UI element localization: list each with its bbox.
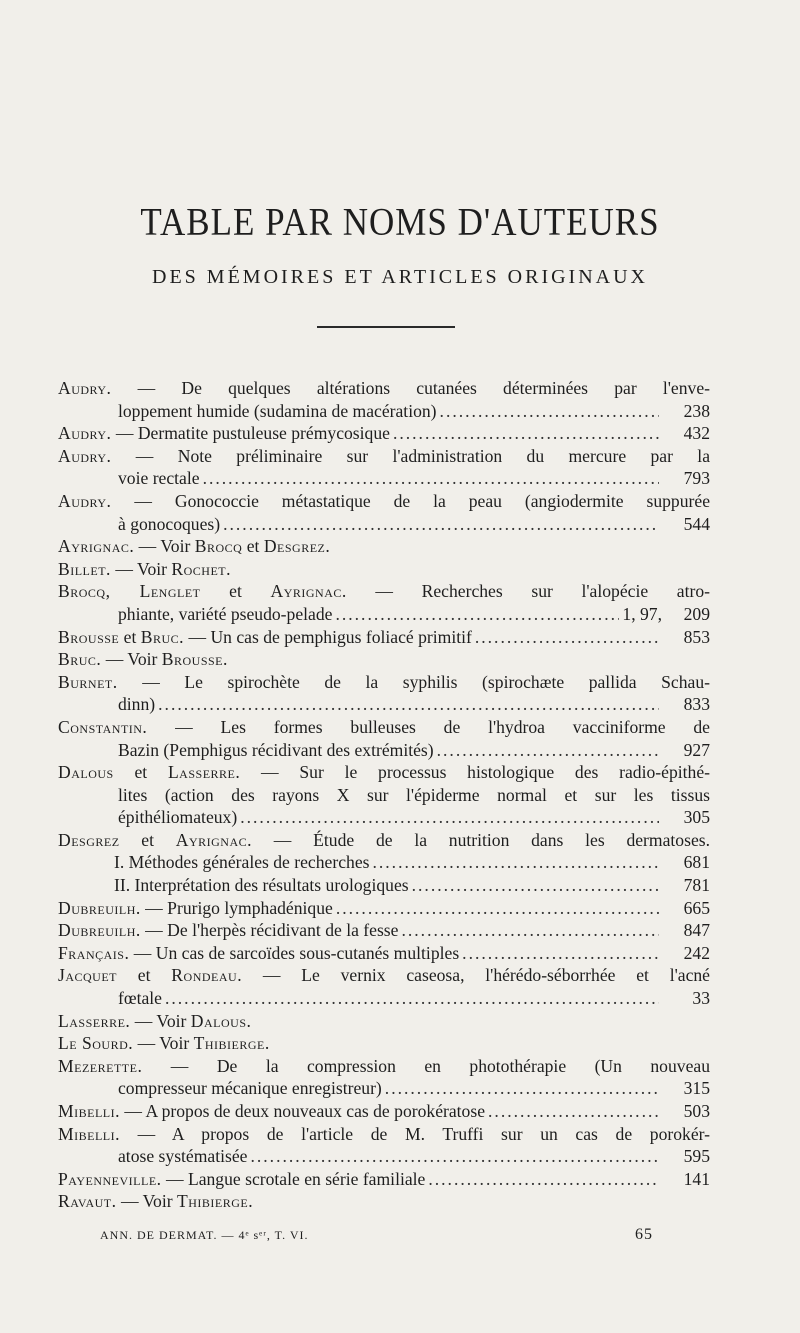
entry-title: — Le vernix caseosa, l'hérédo-séborrhée et l'acné bbox=[242, 965, 710, 986]
running-footer: ANN. DE DERMAT. — 4ᵉ sᵉʳ, T. VI. bbox=[100, 1228, 309, 1242]
page-number: 315 bbox=[683, 1078, 710, 1099]
page-number: 209 bbox=[683, 603, 710, 624]
index-entry bbox=[58, 942, 710, 965]
index-entry: Brousse et Bruc. — Un cas de pemphigus foliacé primitif ..... 853 bbox=[58, 626, 710, 649]
page-number: 927 bbox=[683, 739, 710, 760]
page-number: 544 bbox=[683, 513, 710, 534]
author-name: Brocq, Lenglet bbox=[58, 581, 201, 602]
index-entry bbox=[58, 1100, 710, 1123]
page-number: 793 bbox=[683, 468, 710, 489]
author-name: Mezerette. bbox=[58, 1055, 143, 1076]
entry-title: atose systématisée bbox=[118, 1146, 248, 1167]
author-name: Audry. bbox=[58, 423, 112, 444]
author-name: Bruc. bbox=[140, 626, 185, 647]
entry-title: — Langue scrotale en série familiale bbox=[161, 1168, 426, 1189]
cross-reference: Brocq bbox=[194, 536, 243, 557]
index-subentry bbox=[58, 851, 710, 874]
entry-title: — Étude de la nutrition dans les dermatoses. bbox=[252, 829, 710, 850]
index-entry: Dalous et Lasserre. — Sur le processus histologique des radio-épithé- bbox=[58, 762, 710, 783]
author-name: Audry. bbox=[58, 490, 112, 511]
page-number: 242 bbox=[683, 942, 710, 963]
page-number: 238 bbox=[683, 400, 710, 421]
page-number: 665 bbox=[683, 897, 710, 918]
entry-title: — Un cas de pemphigus foliacé primitif bbox=[184, 626, 472, 647]
entry-title: à gonocoques) bbox=[118, 513, 221, 534]
entry-title: — Gonococcie métastatique de la peau (angiodermite suppurée bbox=[111, 490, 710, 511]
index-entry: Bruc. — Voir Brousse. bbox=[58, 649, 228, 670]
index-entry bbox=[58, 919, 710, 942]
page-number: 33 bbox=[692, 988, 710, 1009]
index-entry: Jacquet et Rondeau. — Le vernix caseosa, l'hérédo-séborrhée et l'acné bbox=[58, 965, 710, 986]
author-name: Ayrignac. bbox=[175, 829, 253, 850]
entry-title: dinn) bbox=[118, 694, 156, 715]
author-name: Burnet. bbox=[58, 671, 118, 692]
author-name: Lasserre. bbox=[58, 1010, 131, 1031]
author-name: Ravaut. bbox=[58, 1191, 117, 1212]
entry-title: — A propos de deux nouveaux cas de porokératose bbox=[120, 1101, 486, 1121]
index-entry-cont bbox=[58, 603, 710, 626]
index-entry: Ravaut. — Voir Thibierge. bbox=[58, 1191, 254, 1212]
entry-title: — Prurigo lymphadénique bbox=[140, 897, 333, 918]
cross-reference: Brousse. bbox=[161, 649, 228, 670]
entry-title: — De la compression en photothérapie (Un nouveau bbox=[142, 1055, 710, 1076]
index-entry-cont bbox=[58, 1145, 710, 1168]
entry-title: — Dermatite pustuleuse prémycosique bbox=[111, 423, 390, 444]
entry-title: — Note préliminaire sur l'administration du mercure par la bbox=[111, 445, 710, 466]
author-name: Le Sourd. bbox=[58, 1033, 134, 1054]
author-name: Audry. bbox=[58, 445, 112, 466]
entry-title: — Un cas de sarcoïdes sous-cutanés multiples bbox=[129, 942, 460, 963]
index-entry-cont bbox=[58, 400, 710, 423]
author-name: Billet. bbox=[58, 558, 111, 579]
index-entry bbox=[58, 490, 710, 513]
index-entry-cont bbox=[58, 513, 710, 536]
author-name: Ayrignac. bbox=[58, 536, 135, 557]
page-number: 432 bbox=[683, 423, 710, 444]
entry-title: — Le spirochète de la syphilis (spirochæte pallida Schau- bbox=[117, 671, 710, 692]
page-subtitle: DES MÉMOIRES ET ARTICLES ORIGINAUX bbox=[152, 266, 648, 288]
page-title: TABLE PAR NOMS D'AUTEURS bbox=[140, 199, 660, 244]
index-entry bbox=[58, 1055, 710, 1078]
index-entry bbox=[58, 377, 710, 400]
entry-title: compresseur mécanique enregistreur) bbox=[118, 1078, 382, 1099]
entry-title: Bazin (Pemphigus récidivant des extrémités) bbox=[118, 739, 434, 760]
page-number: 853 bbox=[683, 626, 710, 647]
author-name: Bruc. bbox=[58, 649, 102, 670]
page-number: 305 bbox=[683, 807, 710, 828]
entry-title: — Recherches sur l'alopécie atro- bbox=[346, 581, 710, 602]
author-name: Payenneville. bbox=[58, 1168, 162, 1189]
author-name: Français. bbox=[58, 942, 130, 963]
index-entry bbox=[58, 422, 710, 445]
page-number: 847 bbox=[683, 920, 710, 941]
entry-title: — Sur le processus histologique des radio-épithé- bbox=[240, 762, 710, 783]
index-entry-cont bbox=[58, 987, 710, 1010]
index-entry-cont bbox=[58, 693, 710, 716]
entry-title: fœtale bbox=[118, 988, 162, 1009]
entry-title: — Les formes bulleuses de l'hydroa vacciniforme de bbox=[147, 716, 710, 737]
index-entry: Lasserre. — Voir Dalous. bbox=[58, 1010, 252, 1031]
entry-title: — A propos de l'article de M. Truffi sur un cas de porokér- bbox=[120, 1123, 710, 1144]
author-name: Dalous bbox=[58, 762, 114, 783]
index-entry bbox=[58, 671, 710, 694]
page-number: 781 bbox=[683, 875, 710, 896]
index-entry bbox=[58, 897, 710, 920]
index-entry bbox=[58, 1168, 710, 1191]
author-name: Mibelli. bbox=[58, 1101, 121, 1121]
index-entry bbox=[58, 1123, 710, 1146]
index-entry: Le Sourd. — Voir Thibierge. bbox=[58, 1033, 270, 1054]
page-number: 503 bbox=[683, 1101, 710, 1121]
page-number: 833 bbox=[683, 694, 710, 715]
entry-title: loppement humide (sudamina de macération) bbox=[118, 400, 437, 421]
index-entry: Ayrignac. — Voir Brocq et Desgrez. bbox=[58, 536, 331, 557]
page-number: 141 bbox=[683, 1168, 710, 1189]
index-entry-cont bbox=[58, 1077, 710, 1100]
entry-title: II. Interprétation des résultats urologiques bbox=[114, 875, 409, 896]
entry-title: I. Méthodes générales de recherches bbox=[114, 852, 370, 873]
index-entry: Desgrez et Ayrignac. — Étude de la nutrition dans les dermatoses. bbox=[58, 829, 710, 850]
author-name: Rondeau. bbox=[171, 965, 243, 986]
cross-reference: Desgrez. bbox=[263, 536, 331, 557]
entry-title: phiante, variété pseudo-pelade bbox=[118, 603, 333, 624]
index-entry: Brocq, Lenglet et Ayrignac. — Recherches sur l'alopécie atro- bbox=[58, 581, 710, 602]
entry-title: épithéliomateux) bbox=[118, 807, 238, 828]
entry-title: voie rectale bbox=[118, 468, 200, 489]
index-entry-cont bbox=[58, 806, 710, 829]
cross-reference: Thibierge. bbox=[177, 1191, 254, 1212]
signature-mark: 65 bbox=[635, 1226, 653, 1243]
author-name: Brousse bbox=[58, 626, 120, 647]
index-subentry bbox=[58, 874, 710, 897]
title-rule bbox=[317, 326, 455, 328]
page-number: 681 bbox=[683, 852, 710, 873]
index-entry-cont bbox=[58, 784, 710, 807]
index-entry-cont bbox=[58, 739, 710, 762]
author-name: Desgrez bbox=[58, 829, 120, 850]
entry-title: — De quelques altérations cutanées déterminées par l'enve- bbox=[111, 378, 710, 398]
author-name: Ayrignac. bbox=[270, 581, 347, 602]
author-name: Dubreuilh. bbox=[58, 897, 141, 918]
page-numbers: 1, 97, bbox=[622, 603, 662, 624]
page-number: 595 bbox=[683, 1146, 710, 1167]
page-footer bbox=[100, 1228, 660, 1243]
author-name: Jacquet bbox=[58, 965, 118, 986]
cross-reference: Thibierge. bbox=[193, 1033, 270, 1054]
author-index bbox=[58, 377, 710, 1213]
entry-title: lites (action des rayons X sur l'épiderme normal et sur les tissus bbox=[118, 784, 710, 805]
index-entry bbox=[58, 716, 710, 739]
cross-reference: Dalous. bbox=[190, 1010, 252, 1031]
index-entry: Billet. — Voir Rochet. bbox=[58, 558, 232, 579]
author-name: Dubreuilh. bbox=[58, 920, 141, 941]
cross-reference: Rochet. bbox=[171, 558, 232, 579]
index-entry bbox=[58, 445, 710, 468]
author-name: Lasserre. bbox=[167, 762, 241, 783]
entry-title: — De l'herpès récidivant de la fesse bbox=[140, 920, 399, 941]
author-name: Constantin. bbox=[58, 716, 148, 737]
index-entry-cont bbox=[58, 467, 710, 490]
author-name: Audry. bbox=[58, 378, 112, 398]
author-name: Mibelli. bbox=[58, 1123, 121, 1144]
